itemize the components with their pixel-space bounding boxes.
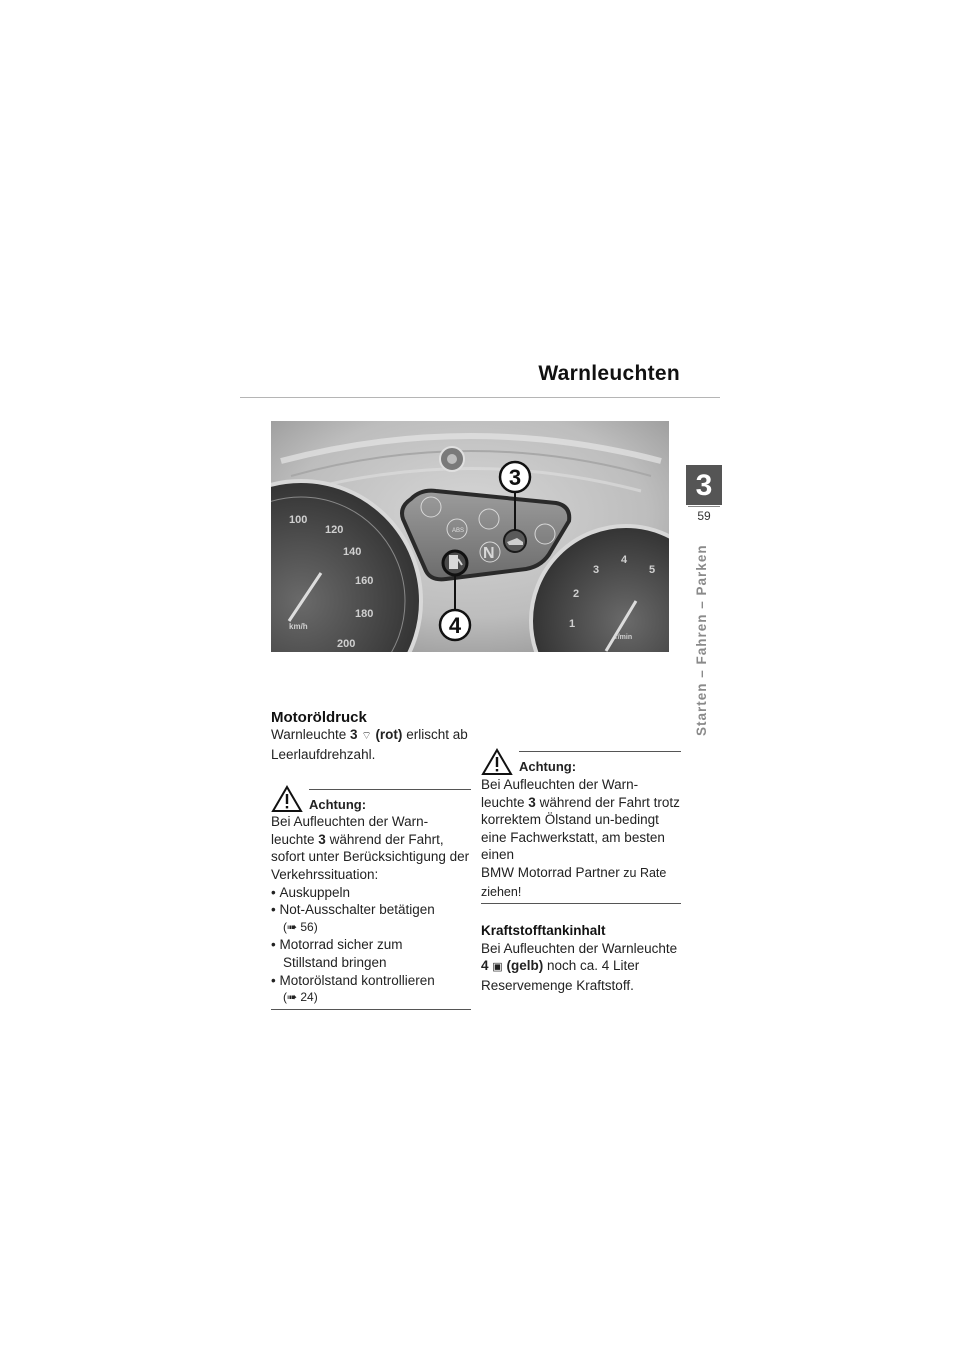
speedo-tick: 100 <box>289 514 308 526</box>
neutral-icon: N <box>483 545 495 562</box>
section-side-label-text: Starten – Fahren – Parken <box>694 544 709 736</box>
speedo-tick: 140 <box>343 546 362 558</box>
list-item: • Not-Ausschalter betätigen (➠ 56) <box>271 902 435 934</box>
rpm-tick: 4 <box>621 554 628 566</box>
speedo-unit: km/h <box>289 622 308 631</box>
page-title: Warnleuchten <box>538 362 680 385</box>
warning-block-header <box>271 785 471 813</box>
warning-block-header <box>481 748 681 776</box>
column-left <box>271 709 471 1010</box>
section-side-label <box>690 544 716 746</box>
rpm-tick: 1 <box>569 618 576 630</box>
title-divider <box>240 397 720 398</box>
fuel-symbol-icon: ▣ <box>492 961 503 974</box>
callout-4-label: 4 <box>448 613 462 638</box>
speedo-tick: 200 <box>337 638 356 650</box>
section-heading: Motoröldruck <box>271 709 367 726</box>
rpm-tick: 5 <box>649 564 656 576</box>
speedo-tick: 180 <box>355 608 374 620</box>
page-number: 59 <box>697 509 711 523</box>
warning-triangle-icon <box>271 785 303 813</box>
speedo-tick: 120 <box>325 524 344 536</box>
instrument-cluster-photo <box>271 421 669 652</box>
warning-label: Achtung: <box>309 796 367 812</box>
warning-rule <box>519 751 681 752</box>
warning-label: Achtung: <box>519 759 577 775</box>
speedo-tick: 160 <box>355 575 374 587</box>
list-item: • Motorrad sicher zum Stillstand bringen <box>271 937 403 970</box>
fuel-paragraph: Bei Aufleuchten der Warnleuchte 4 ▣ (gelb) noch ca. 4 Liter Reservemenge Kraftstoff. <box>481 940 678 993</box>
chapter-tab: 3 <box>686 465 722 505</box>
callout-3-label: 3 <box>508 465 522 490</box>
warning-rule <box>309 789 471 790</box>
rpm-tick: 3 <box>593 564 600 576</box>
rpm-unit: r/min <box>615 634 633 641</box>
abs-icon: ABS <box>452 528 465 534</box>
chapter-divider <box>688 506 720 507</box>
column-right <box>481 748 681 995</box>
intro-paragraph: Warnleuchte 3 ⌔ (rot) erlischt ab Leerlaufdrehzahl. <box>271 727 468 762</box>
list-item: • Motorölstand kontrollieren (➠ 24) <box>271 972 435 1005</box>
warning-end-rule <box>271 1009 471 1010</box>
subsection-heading: Kraftstofftankinhalt <box>481 923 606 939</box>
warning-text: Bei Aufleuchten der Warn-leuchte 3 während der Fahrt trotz korrektem Ölstand un-bedingt eine Fachwerkstatt, am besten einen BMW Motorrad Partner zu Rate ziehen! <box>481 777 680 899</box>
rpm-tick: 2 <box>573 588 580 600</box>
oil-symbol-icon: ⌔ <box>361 730 372 742</box>
warning-triangle-icon <box>481 748 513 776</box>
list-item: • Auskuppeln <box>271 884 351 900</box>
warning-text: Bei Aufleuchten der Warn-leuchte 3 während der Fahrt, sofort unter Berücksichtigung der Verkehrssituation: <box>271 814 470 882</box>
